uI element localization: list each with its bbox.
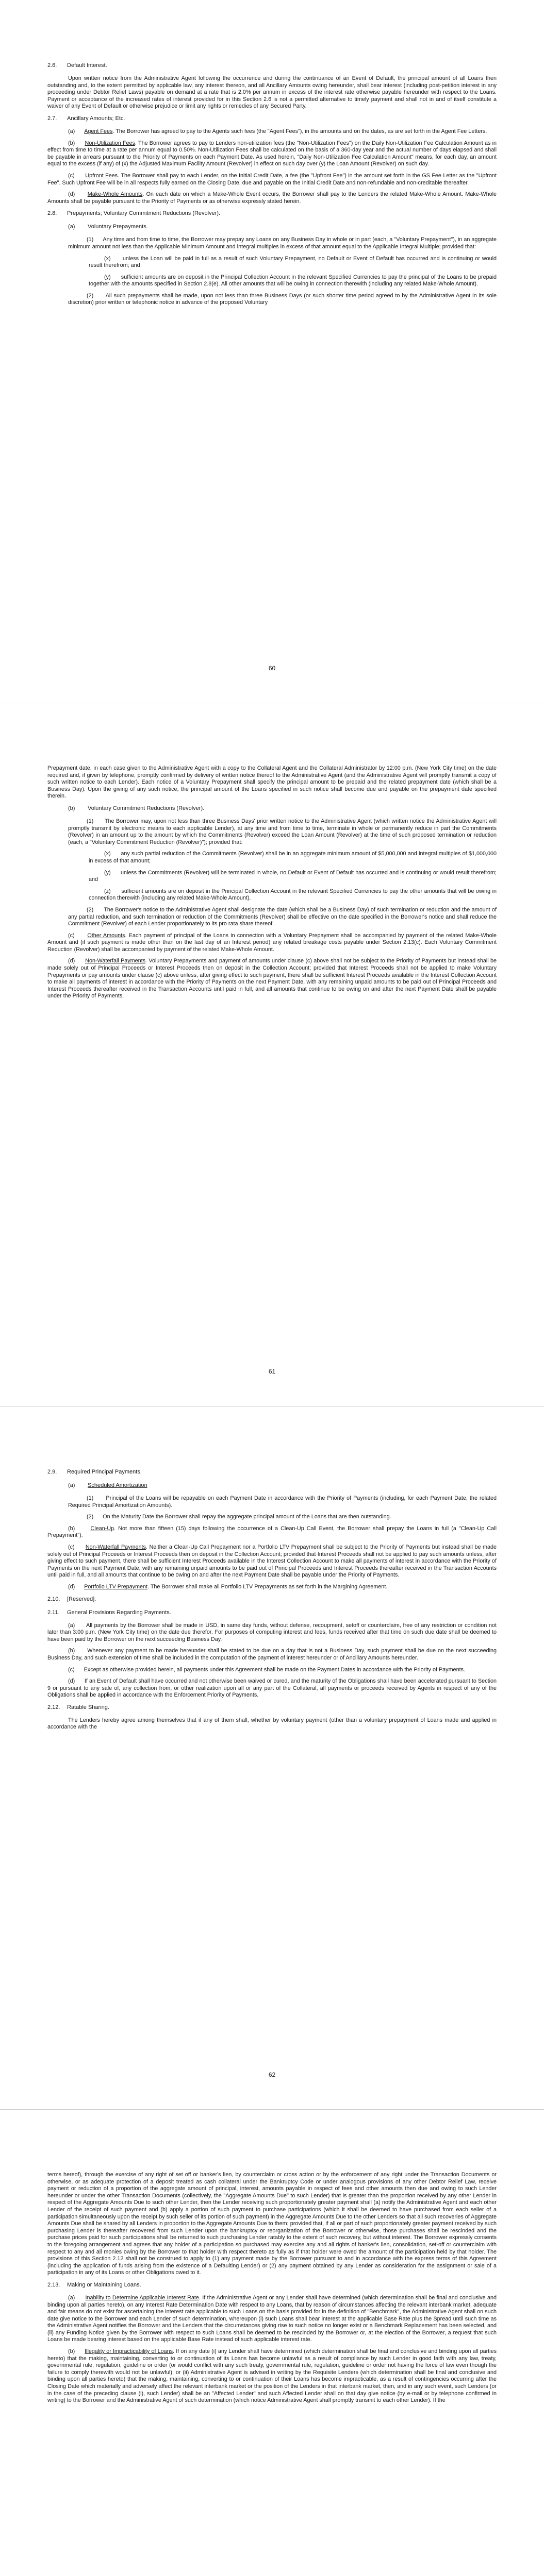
paragraph-text: . Neither a Clean-Up Call Prepayment nor a Portfolio LTV Prepayment shall be subject to the Priority of Payments but instead shall be made solely out of Principal Proceeds or Interest Proceeds then on deposit in the Collection Account; provided that Interest Proceeds shall not be applied to pay such amounts unless, after giving effect to such payment, there shall be sufficient Interest Proceeds available in the Interest Collection Account to make all payments of interest in accordance with the Priority of Payments on the next Payment Date, with any remaining unpaid amounts to be paid out of Principal Proceeds and Interest Proceeds thereafter received in the Transaction Accounts until paid in full, and all amounts that continue to be owing on and after the next Payment Date shall be payable under the Priority of Payments. (47, 1544, 497, 1579)
clause-caption: Non-Waterfall Payments (85, 1544, 146, 1550)
paragraph (47, 933, 497, 954)
paragraph-text: unless the Commitments (Revolver) will be terminated in whole, no Default or Event of Default has occurred and is continuing or would result therefrom; and (89, 869, 497, 883)
paragraph-text: terms hereof), through the exercise of any right of set off or banker's lien, by counterclaim or cross action or by the enforcement of any right under the Transaction Documents or otherwise, or as adequate protection of a deposit treated as cash collateral under the Bankruptcy Code or under analogous provisions of any other Debtor Relief Law, receive payment or reduction of a proportion of the aggregate amount of principal, interest, amounts payable in respect of fees and other amounts then due and owing to such Lender hereunder or under the other Transaction Documents (collectively, the "Aggregate Amounts Due" to such Lender) that is greater than the proportion received by any other Lender in respect of the Aggregate Amounts Due to such other Lender, then the Lender receiving such proportionately greater payment shall (a) notify the Administrative Agent and each other Lender of the receipt of such payment and (b) apply a portion of such payment to purchase participations (which it shall be deemed to have purchased from each seller of a participation simultaneously upon the receipt by such seller of its portion of such payment) in the Aggregate Amounts Due to the other Lenders so that all such recoveries of Aggregate Amounts Due shall be shared by all Lenders in proportion to the Aggregate Amounts Due to them; provided that, if all or part of such proportionately greater payment received by such purchasing Lender is thereafter recovered from such Lender upon the bankruptcy or reorganization of the Borrower or otherwise, those purchases shall be rescinded and the purchase prices paid for such participations shall be returned to such purchasing Lender ratably to the extent of such recovery, but without interest. The Borrower expressly consents to the foregoing arrangement and agrees that any holder of a participation so purchased may exercise any and all rights of banker's lien, consolidation, set-off or counterclaim with respect to any and all monies owing by the Borrower to that holder with respect thereto as fully as if that holder were owed the amount of the participation held by that holder. The provisions of this Section 2.12 shall not be construed to apply to (1) any payment made by the Borrower pursuant to and in accordance with the express terms of this Agreement (including the application of funds arising from the existence of a Defaulting Lender) or (2) any payment obtained by any Lender as consideration for the assignment or sale of a participation in any of its Loans or other Obligations owed to it. (47, 2172, 497, 2276)
paragraph (47, 888, 497, 902)
section-heading (47, 1704, 497, 1711)
section-heading (47, 1482, 497, 1489)
section-number: 2.11. (47, 1609, 60, 1616)
clause-label: (y) (104, 274, 121, 280)
clause-label: (d) (68, 1583, 85, 1590)
paragraph-text: . Voluntary Prepayments and payment of amounts under clause (c) above shall not be subject to the Priority of Payments but instead shall be made solely out of Principal Proceeds or Interest Proceeds then on deposit in the Collection Account; provided that Interest Proceeds shall not be applied to make Voluntary Prepayments or pay amounts under clause (c) above unless, after giving effect to such payment, there shall be sufficient Interest Proceeds available in the Interest Collection Account to make all payments of interest in accordance with the Priority of Payments on the next Payment Date, with any remaining unpaid amounts to be paid out of Principal Proceeds and Interest Proceeds thereafter received in the Transaction Accounts until paid in full, and all amounts that continue to be owing on and after the next Payment Date shall be payable under the Priority of Payments. (47, 958, 497, 999)
section-heading (47, 1596, 497, 1603)
paragraph-text: . If on any date (i) any Lender shall have determined (which determination shall be final and conclusive and binding upon all parties hereto) that the making, maintaining, converting to or continuation of its Loans has become unlawful as a result of compliance by such Lender in good faith with any law, treaty, governmental rule, regulation, guideline or order (or would conflict with any such treaty, governmental rule, regulation, guideline or order not having the force of law even though the failure to comply therewith would not be unlawful), or (ii) Administrative Agent is advised in writing by the Requisite Lenders (which determination shall be final and conclusive and binding upon all parties hereto) that the making, maintaining, converting to or continuation of their Loans has become impracticable, as a result of contingencies occurring after the Closing Date which materially and adversely affect the relevant interbank market or the position of the Lenders in that interbank market, then, and in any such event, such Lenders (or in the case of the preceding clause (i), such Lender) shall be an "Affected Lender" and such Affected Lender shall on that day give notice (by e-mail or by telephone confirmed in writing) to the Borrower and the Administrative Agent of such determination (which notice Administrative Agent shall promptly transmit to each other Lender). If the (47, 2348, 497, 2404)
paragraph (47, 818, 497, 846)
paragraph (47, 2172, 497, 2277)
paragraph-text: . On each date on which a Make-Whole Event occurs, the Borrower shall pay to the Lenders the related Make-Whole Amount. Make-Whole Amounts shall be payable pursuant to the Priority of Payments or as otherwise expressly stated herein. (47, 191, 497, 205)
clause-caption: Inability to Determine Applicable Interest Rate (85, 2294, 199, 2301)
clause-label: (d) (68, 958, 86, 964)
clause-label: (x) (104, 851, 121, 857)
paragraph-text: any such partial reduction of the Commitments (Revolver) shall be in an aggregate minimum amount of $5,000,000 and integral multiples of $1,000,000 in excess of that amount; (89, 851, 497, 864)
paragraph-text: Any time and from time to time, the Borrower may prepay any Loans on any Business Day in whole or in part (each, a "Voluntary Prepayment"), in an aggregate minimum amount not less than the Applicable Minimum Amount and integral multiples in excess of that amount equal to the Applicable Integral Multiple; provided that: (68, 236, 497, 250)
paragraph (47, 851, 497, 865)
clause-caption: Agent Fees (84, 128, 113, 134)
clause-label: (a) (68, 1622, 87, 1629)
clause-label: (1) (87, 1495, 106, 1501)
clause-label: (d) (68, 191, 88, 198)
clause-caption: Illegality or Impracticability of Loans (85, 2348, 173, 2355)
paragraph (47, 128, 497, 135)
section-heading (47, 115, 497, 122)
section-number: (a) (68, 1482, 75, 1488)
clause-label: (b) (68, 2348, 85, 2355)
section-title: Required Principal Payments. (67, 1469, 142, 1475)
paragraph (47, 1717, 497, 1731)
section-number: (a) (68, 224, 75, 230)
paragraph (47, 1678, 497, 1699)
paragraph-text: On the Maturity Date the Borrower shall repay the aggregate principal amount of the Loans that are then outstanding. (103, 1514, 391, 1520)
paragraph (47, 870, 497, 884)
clause-label: (1) (87, 236, 103, 243)
clause-caption: Non-Utilization Fees (85, 140, 135, 146)
paragraph-text: Principal of the Loans will be repayable on each Payment Date in accordance with the Priority of Payments (including, for each Payment Date, the related Required Principal Amortization Amounts). (68, 1495, 497, 1509)
section-number: 2.13. (47, 2281, 60, 2288)
section-number: 2.7. (47, 115, 57, 122)
clause-label: (a) (68, 128, 85, 134)
section-number: 2.12. (47, 1704, 60, 1710)
paragraph-text: . The Borrower shall pay to each Lender, on the Initial Credit Date, a fee (the "Upfront Fee") in the amount set forth in the GS Fee Letter as the "Upfront Fee". Such Upfront Fee will be in all respects fully earned on the Closing Date, due and payable on the Initial Credit Date and non-refundable and non-creditable thereafter. (47, 172, 497, 186)
paragraph (47, 907, 497, 928)
paragraph-text: The Lenders hereby agree among themselves that if any of them shall, whether by voluntary payment (other than a voluntary prepayment of Loans made and applied in accordance with the (47, 1717, 497, 1731)
clause-label: (y) (104, 869, 121, 876)
paragraph-text: If an Event of Default shall have occurred and not otherwise been waived or cured, and the maturity of the Obligations shall have been accelerated pursuant to Section 9 or pursuant to any sale of, any collection from, or other realization upon all or any part of the Collateral, all payments or proceeds received by Agents in respect of any of the Obligations shall be applied in accordance with the Enforcement Priority of Payments. (47, 1678, 497, 1699)
paragraph (47, 140, 497, 168)
paragraph-text: All payments by the Borrower shall be made in USD, in same day funds, without defense, recoupment, setoff or counterclaim, free of any restriction or condition not later than 3:00 p.m. (New York City time) on the date due therefor. For purposes of computing interest and fees, funds received after that time on such due date shall be deemed to have been paid by the Borrower on the next succeeding Business Day. (47, 1622, 497, 1642)
section-title: General Provisions Regarding Payments. (67, 1609, 171, 1616)
clause-caption: Non-Waterfall Payments (85, 958, 146, 964)
page-number: 61 (268, 1368, 276, 1375)
clause-label: (d) (68, 1678, 85, 1685)
paragraph (47, 2348, 497, 2404)
paragraph (47, 958, 497, 1000)
clause-label: (c) (68, 172, 86, 179)
paragraph-text: sufficient amounts are on deposit in the Principal Collection Account in the relevant Specified Currencies to pay the other amounts that will be owing in connection therewith (including any related Make-Whole Amount). (89, 888, 497, 902)
paragraph-text: . The Borrower agrees to pay to Lenders non-utilization fees (the "Non-Utilization Fees") on the Daily Non-Utilization Fee Calculation Amount as in effect from time to time at a rate per annum equal to 0.50%. Non-Utilization Fees shall be calculated on the basis of a 360-day year and the actual number of days elapsed and shall be payable in arrears pursuant to the Priority of Payments on each Payment Date. As used herein, "Daily Non-Utilization Fee Calculation Amount" means, for each day, an amount equal to the excess (if any) of (x) the Adjusted Maximum Facility Amount (Revolver) in effect on such day over (y) the Loan Amount (Revolver) on such day. (47, 140, 497, 167)
section-heading (47, 62, 497, 69)
section-heading (47, 1609, 497, 1616)
paragraph (47, 1622, 497, 1643)
section-title: Default Interest. (67, 62, 107, 69)
clause-label: (a) (68, 2294, 86, 2301)
section-title: Ratable Sharing. (67, 1704, 109, 1710)
clause-label: (c) (68, 1666, 84, 1673)
section-heading (47, 1468, 497, 1476)
section-number: (b) (68, 805, 75, 811)
clause-label: (b) (68, 1525, 91, 1532)
paragraph (47, 1526, 497, 1539)
clause-label: (z) (104, 888, 122, 894)
section-title: Prepayments; Voluntary Commitment Reductions (Revolver). (67, 210, 221, 217)
paragraph-text: The Borrower's notice to the Administrative Agent shall designate the date (which shall be a Business Day) of such termination or reduction and the amount of any partial reduction, and such termination or reduction of the Commitments (Revolver) shall be effective on the date specified in the Borrower's notice and shall reduce the Commitment (Revolver) of each Lender proportionately to its pro rata share thereof. (68, 906, 497, 927)
clause-label: (b) (68, 1648, 88, 1654)
paragraph (47, 274, 497, 288)
paragraph (47, 1584, 497, 1591)
section-heading (47, 805, 497, 812)
section-heading (47, 223, 497, 230)
document-page (0, 1406, 544, 2110)
page-number: 62 (268, 2071, 276, 2078)
paragraph (47, 75, 497, 110)
section-title: Voluntary Prepayments. (88, 224, 148, 230)
clause-caption: Upfront Fees (85, 172, 118, 179)
clause-caption: Clean-Up (90, 1525, 114, 1532)
paragraph (47, 173, 497, 187)
paragraph (47, 765, 497, 800)
section-title: Making or Maintaining Loans. (67, 2281, 141, 2288)
paragraph-text: All such prepayments shall be made, upon not less than three Business Days (or such shorter time period agreed to by the Administrative Agent in its sole discretion) prior written or telephonic notice in advance of the proposed Voluntary (68, 292, 497, 306)
section-number: 2.8. (47, 210, 57, 217)
paragraph-text: Prepayment date, in each case given to the Administrative Agent with a copy to the Collateral Agent and the Collateral Administrator by 12:00 p.m. (New York City time) on the date required and, if given by telephone, promptly confirmed by delivery of written notice thereof to the Administrative Agent (and the Administrative Agent will promptly transmit a copy of such written notice to each Lender). Each notice of a Voluntary Prepayment shall specify the principal amount to be prepaid and the related prepayment date (which shall be a Business Day). Upon the giving of any such notice, the principal amount of the Loans specified in such notice shall become due and payable on the prepayment date specified therein. (47, 765, 497, 800)
section-title: [Reserved]. (67, 1596, 96, 1602)
clause-label: (1) (87, 818, 105, 824)
paragraph (47, 191, 497, 205)
paragraph-text: . Not more than fifteen (15) days following the occurrence of a Clean-Up Call Event, the Borrower shall prepay the Loans in full (a "Clean-Up Call Prepayment"). (47, 1525, 497, 1539)
section-title: Scheduled Amortization (88, 1482, 147, 1488)
clause-label: (c) (68, 1544, 86, 1550)
page-number: 60 (268, 665, 276, 672)
paragraph-text: Upon written notice from the Administrative Agent following the occurrence and during the continuance of an Event of Default, the principal amount of all Loans then outstanding and, to the extent permitted by applicable law, any interest thereon, and all Ancillary Amounts owing hereunder, shall bear interest (including post-petition interest in any proceeding under Debtor Relief Laws) payable on demand at a rate that is 2.0% per annum in excess of the interest rate otherwise payable hereunder with respect to the Loans. Payment or acceptance of the increased rates of interest provided for in this Section 2.6 is not a permitted alternative to timely payment and shall not in and of itself constitute a waiver of any Event of Default or otherwise prejudice or limit any rights or remedies of any Secured Party. (47, 75, 497, 110)
clause-caption: Make-Whole Amounts (87, 191, 143, 198)
clause-label: (b) (68, 140, 85, 146)
paragraph-text: Except as otherwise provided herein, all payments under this Agreement shall be made on the Payment Dates in accordance with the Priority of Payments. (84, 1666, 465, 1673)
paragraph (47, 2295, 497, 2344)
section-heading (47, 210, 497, 217)
document-page (0, 0, 544, 703)
paragraph (47, 293, 497, 307)
paragraph (47, 1648, 497, 1662)
paragraph-text: sufficient amounts are on deposit in the Principal Collection Account in the relevant Specified Currencies to pay the principal of the Loans to be prepaid together with the amounts specified in Section 2.8(e). All other amounts that will be owing in connection therewith (including any related Make-Whole Amount). (89, 274, 497, 287)
section-number: 2.6. (47, 62, 57, 69)
paragraph-text: . If the Administrative Agent or any Lender shall have determined (which determination shall be final and conclusive and binding upon all parties hereto), on any Interest Rate Determination Date with respect to any Loans, that by reason of circumstances affecting the relevant interbank market, adequate and fair means do not exist for ascertaining the interest rate applicable to such Loans on the basis provided for in the definition of "Benchmark", the Administrative Agent shall on such date give notice to the Borrower and each Lender of such determination, whereupon (i) such Loans shall bear interest at the applicable Base Rate plus the Spread until such time as the Administrative Agent notifies the Borrower and the Lenders that the circumstances giving rise to such notice no longer exist or a Benchmark Replacement has been selected, and (ii) any Funding Notice given by the Borrower with respect to such Loans shall be deemed to be rescinded by the Borrower or, at the election of the Borrower, a request that such Loans be made bearing interest based on the applicable Base Rate instead of such applicable interest rate. (47, 2294, 497, 2343)
paragraph-text: Whenever any payment to be made hereunder shall be stated to be due on a day that is not a Business Day, such payment shall be due on the next succeeding Business Day, and such extension of time shall be included in the computation of the payment of interest hereunder or of Ancillary Amounts hereunder. (47, 1648, 497, 1661)
paragraph (47, 256, 497, 269)
clause-label: (x) (104, 255, 123, 262)
paragraph (47, 1495, 497, 1509)
paragraph-text: . Each payment of principal of the Loans in connection with a Voluntary Prepayment shall be accompanied by payment of the related Make-Whole Amount and (if such payment is made other than on the last day of an Interest period) any related breakage costs payable under Section 2.13(c). Each Voluntary Commitment Reduction (Revolver) shall be accompanied by payment of the related Make-Whole Amount. (47, 932, 497, 953)
paragraph-text: . The Borrower has agreed to pay to the Agents such fees (the "Agent Fees"), in the amounts and on the dates, as are set forth in the Agent Fee Letters. (112, 128, 487, 134)
clause-label: (2) (87, 292, 106, 299)
paragraph (47, 1514, 497, 1521)
section-title: Ancillary Amounts; Etc. (67, 115, 125, 122)
paragraph-text: . The Borrower shall make all Portfolio LTV Prepayments as set forth in the Margining Agreement. (147, 1583, 388, 1590)
section-number: 2.9. (47, 1469, 57, 1475)
paragraph (47, 1544, 497, 1579)
document-page (0, 703, 544, 1406)
paragraph (47, 236, 497, 250)
paragraph (47, 1667, 497, 1674)
clause-label: (2) (87, 1514, 103, 1520)
paragraph-text: The Borrower may, upon not less than three Business Days' prior written notice to the Administrative Agent (which written notice the Administrative Agent will promptly transmit by electronic means to each applicable Lender), at any time and from time to time, terminate in whole or permanently reduce in part the Commitments (Revolver) in an amount up to the amount by which the Commitments (Revolver) exceed the Loan Amount (Revolver) at the time of such proposed termination or reduction (each, a "Voluntary Commitment Reduction (Revolver)"); provided that: (68, 818, 497, 845)
clause-label: (2) (87, 906, 104, 913)
clause-label: (c) (68, 932, 88, 939)
document-page (0, 2110, 544, 2576)
paragraph-text: unless the Loan will be paid in full as a result of such Voluntary Prepayment, no Default or Event of Default has occurred and is continuing or would result therefrom; and (89, 255, 497, 269)
section-number: 2.10. (47, 1596, 60, 1602)
clause-caption: Portfolio LTV Prepayment (84, 1583, 148, 1590)
section-heading (47, 2281, 497, 2289)
clause-caption: Other Amounts (87, 932, 125, 939)
section-title: Voluntary Commitment Reductions (Revolver). (88, 805, 205, 811)
